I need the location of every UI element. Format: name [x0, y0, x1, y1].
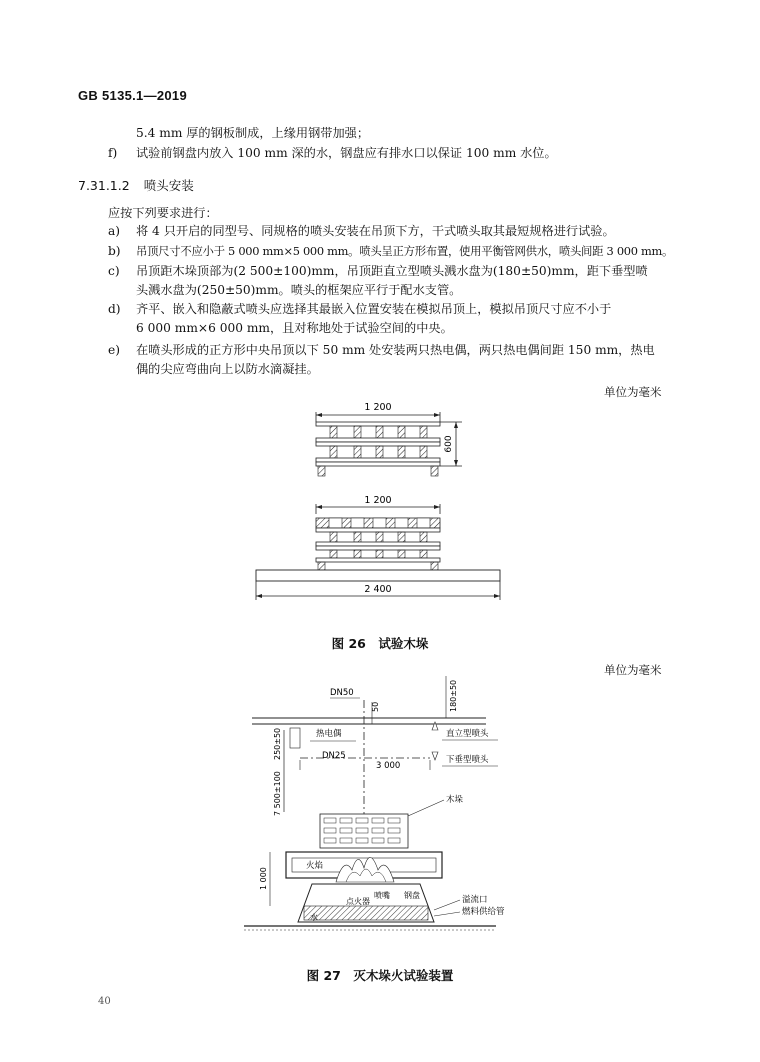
fig27-dim-3000: 3 000 [376, 761, 401, 771]
fig26-dim-top-width: 1 200 [364, 402, 392, 413]
item-a-text: 将 4 只开启的同型号、同规格的喷头安装在吊顶下方，干式喷头取其最短规格进行试验。 [136, 224, 615, 238]
figure-27-caption: 图 27 灭木垛火试验装置 [306, 968, 454, 983]
fig27-wood-crib-leader [408, 800, 444, 816]
fig27-pendent: 下垂型喷头 [446, 755, 489, 765]
item-f-marker: f) [108, 146, 118, 160]
fig27-dn50: DN50 [330, 688, 354, 698]
item-c-text-2: 头溅水盘为(250±50)mm。喷头的框架应平行于配水支管。 [136, 283, 462, 297]
item-f-text: 试验前钢盘内放入 100 mm 深的水，钢盘应有排水口以保证 100 mm 水位。 [136, 146, 557, 160]
fig27-pendent-icon [432, 752, 438, 760]
fig27-wood-crib [320, 814, 408, 848]
figure-27-test-apparatus [0, 670, 760, 940]
item-d-marker: d) [108, 302, 121, 316]
fig26-crib-upper [316, 422, 440, 476]
item-c-marker: c) [108, 264, 120, 278]
fig27-dim-250: 250±50 [273, 727, 282, 760]
fig27-unit-note: 单位为毫米 [604, 663, 662, 677]
fig27-dim-50: 50 [371, 701, 380, 712]
fig27-dim-7500: 7 500±100 [273, 771, 282, 816]
fig27-steel-pan-label: 钢盘 [404, 891, 420, 900]
fig26-dim-base-width: 2 400 [364, 584, 392, 595]
fig27-thermocouple-icon [290, 728, 300, 748]
fig27-flame: 火焰 [306, 861, 324, 871]
item-a-marker: a) [108, 224, 121, 238]
fig27-dn25: DN25 [322, 751, 346, 761]
fig26-unit-note: 单位为毫米 [604, 385, 662, 399]
fig26-top-dim [316, 412, 440, 422]
fig26-crib-lower [316, 518, 440, 570]
item-d-text-1: 齐平、嵌入和隐蔽式喷头应选择其最嵌入位置安装在模拟吊顶上，模拟吊顶尺寸应不小于 [136, 302, 612, 316]
section-heading [78, 176, 194, 194]
item-e-text-2: 偶的尖应弯曲向上以防水滴凝挂。 [136, 362, 319, 376]
fig27-water: 水 [310, 913, 318, 922]
fig27-overflow: 溢流口 [462, 895, 488, 905]
page-number: 40 [98, 996, 111, 1007]
fig26-base-plate [256, 570, 500, 581]
fig27-upright: 直立型喷头 [446, 729, 489, 739]
fig27-upright-icon [432, 722, 438, 730]
item-d-text-2: 6 000 mm×6 000 mm，且对称地处于试验空间的中央。 [136, 321, 453, 335]
item-b-text: 吊顶尺寸不应小于 5 000 mm×5 000 mm。喷头呈正方形布置，使用平衡管网供水，喷头间距 3 000 mm。 [136, 244, 674, 258]
item-e-marker: e) [108, 343, 120, 357]
fig27-fuel-pipe: 燃料供给管 [462, 907, 505, 917]
fig27-fuel-leader [434, 912, 460, 916]
figure-26-wood-crib [0, 395, 760, 610]
fig27-overflow-leader [434, 900, 460, 910]
item-e-continuation: 5.4 mm 厚的钢板制成，上缘用钢带加强； [136, 126, 370, 140]
section-number: 7.31.1.2 [78, 178, 130, 193]
fig27-igniter: 点火器 [346, 897, 370, 906]
item-e-text-1: 在喷头形成的正方形中央吊顶以下 50 mm 处安装两只热电偶，两只热电偶间距 150 mm，热电 [136, 343, 655, 357]
fig27-nozzle: 喷嘴 [374, 891, 390, 900]
intro-text: 应按下列要求进行： [108, 206, 218, 220]
fig27-dim-180: 180±50 [449, 679, 458, 712]
section-title: 喷头安装 [143, 178, 194, 193]
standard-number: GB 5135.1—2019 [78, 88, 187, 103]
fig26-dim-height: 600 [444, 435, 454, 453]
figure-26-caption: 图 26 试验木垛 [331, 636, 429, 651]
fig27-dim-1000: 1 000 [259, 867, 268, 890]
fig27-wood-crib-label: 木垛 [446, 795, 464, 805]
item-c-text-1: 吊顶距木垛顶部为(2 500±100)mm，吊顶距直立型喷头溅水盘为(180±50)mm，距下垂型喷 [136, 264, 648, 278]
fig26-dim-bottom-width: 1 200 [364, 495, 392, 506]
fig27-thermocouple: 热电偶 [316, 729, 342, 739]
item-b-marker: b) [108, 244, 121, 258]
